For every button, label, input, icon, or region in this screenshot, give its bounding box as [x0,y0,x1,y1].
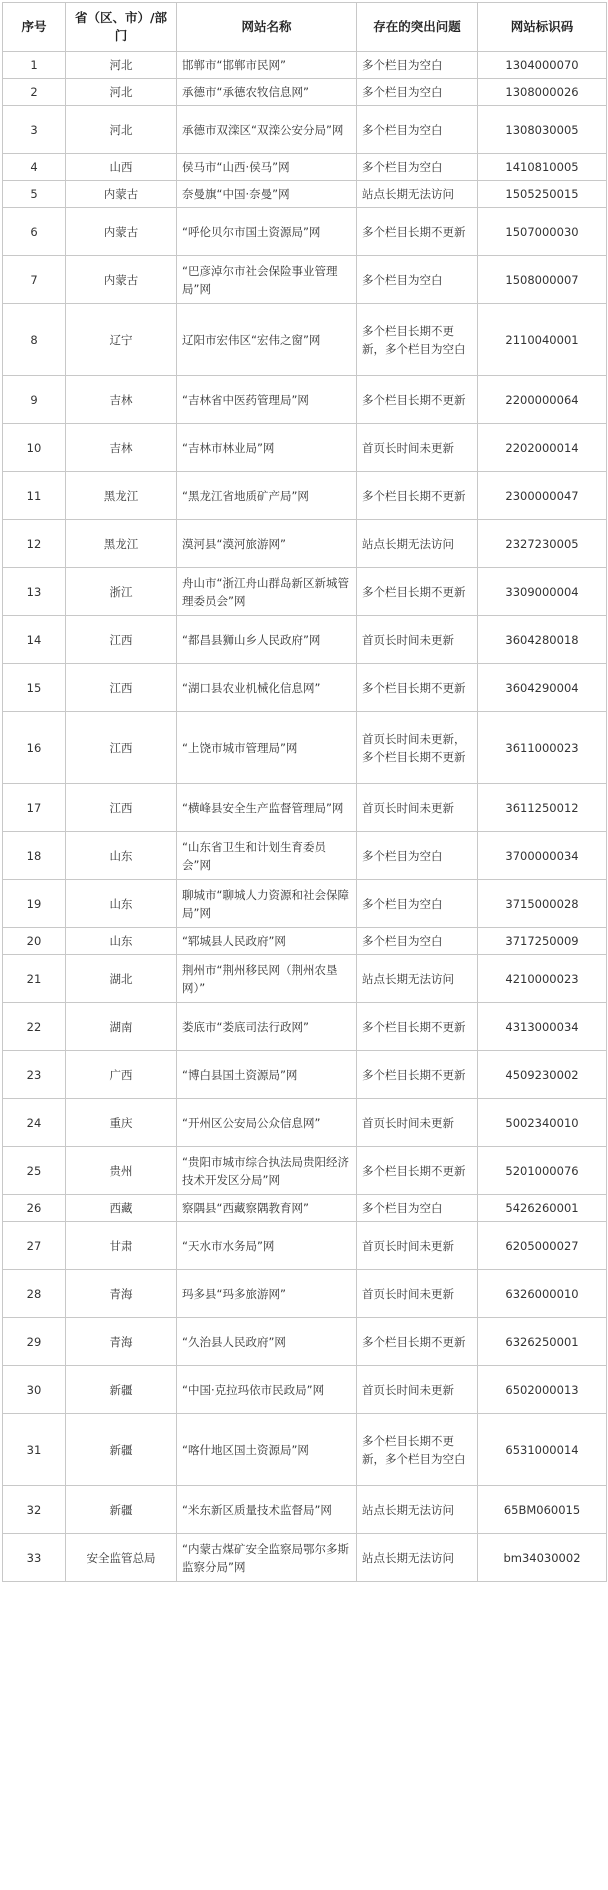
cell-seq: 31 [3,1414,66,1486]
cell-issue: 多个栏目为空白 [357,106,478,154]
header-site-name: 网站名称 [177,3,357,52]
cell-site-name: “内蒙古煤矿安全监察局鄂尔多斯监察分局”网 [177,1534,357,1582]
table-row [3,1222,607,1270]
table-row [3,106,607,154]
cell-site-name: 侯马市“山西·侯马”网 [177,154,357,181]
cell-issue: 首页长时间未更新 [357,616,478,664]
table-row [3,472,607,520]
table-row [3,568,607,616]
cell-issue: 站点长期无法访问 [357,1534,478,1582]
cell-province: 江西 [66,664,177,712]
cell-seq: 15 [3,664,66,712]
cell-province: 内蒙古 [66,256,177,304]
table-row [3,712,607,784]
cell-site-name: 察隅县“西藏察隅教育网” [177,1195,357,1222]
cell-issue: 站点长期无法访问 [357,1486,478,1534]
cell-site-name: “贵阳市城市综合执法局贵阳经济技术开发区分局”网 [177,1147,357,1195]
table-header-row [3,3,607,52]
cell-province: 吉林 [66,376,177,424]
cell-issue: 多个栏目长期不更新 [357,472,478,520]
cell-code: 3700000034 [478,832,607,880]
cell-seq: 8 [3,304,66,376]
table-row [3,1414,607,1486]
cell-site-name: “呼伦贝尔市国土资源局”网 [177,208,357,256]
cell-code: 1304000070 [478,52,607,79]
cell-seq: 6 [3,208,66,256]
table-row [3,1486,607,1534]
cell-code: 3604290004 [478,664,607,712]
cell-seq: 10 [3,424,66,472]
cell-province: 山东 [66,832,177,880]
cell-province: 辽宁 [66,304,177,376]
table-row [3,376,607,424]
cell-code: 2327230005 [478,520,607,568]
table-row [3,1099,607,1147]
cell-site-name: “中国·克拉玛依市民政局”网 [177,1366,357,1414]
table-row [3,832,607,880]
table-row [3,154,607,181]
cell-site-name: “天水市水务局”网 [177,1222,357,1270]
cell-code: 2202000014 [478,424,607,472]
cell-site-name: 辽阳市宏伟区“宏伟之窗”网 [177,304,357,376]
cell-code: 2110040001 [478,304,607,376]
cell-site-name: 奈曼旗“中国·奈曼”网 [177,181,357,208]
cell-code: 5002340010 [478,1099,607,1147]
table-row [3,1366,607,1414]
cell-issue: 多个栏目为空白 [357,1195,478,1222]
cell-seq: 14 [3,616,66,664]
cell-province: 新疆 [66,1414,177,1486]
cell-site-name: “开州区公安局公众信息网” [177,1099,357,1147]
cell-province: 重庆 [66,1099,177,1147]
cell-site-name: “喀什地区国土资源局”网 [177,1414,357,1486]
cell-seq: 23 [3,1051,66,1099]
table-row [3,208,607,256]
cell-site-name: “湖口县农业机械化信息网” [177,664,357,712]
cell-code: 1308030005 [478,106,607,154]
cell-issue: 首页长时间未更新 [357,1366,478,1414]
cell-seq: 9 [3,376,66,424]
cell-site-name: 玛多县“玛多旅游网” [177,1270,357,1318]
table-row [3,880,607,928]
cell-seq: 30 [3,1366,66,1414]
cell-code: 1507000030 [478,208,607,256]
cell-code: 6531000014 [478,1414,607,1486]
cell-issue: 多个栏目为空白 [357,880,478,928]
cell-province: 黑龙江 [66,472,177,520]
cell-province: 内蒙古 [66,208,177,256]
cell-seq: 7 [3,256,66,304]
table-row [3,1534,607,1582]
cell-code: 4509230002 [478,1051,607,1099]
table-row [3,256,607,304]
cell-seq: 32 [3,1486,66,1534]
cell-seq: 27 [3,1222,66,1270]
cell-site-name: 荆州市“荆州移民网（荆州农垦网）” [177,955,357,1003]
cell-site-name: 娄底市“娄底司法行政网” [177,1003,357,1051]
cell-issue: 多个栏目长期不更新 [357,664,478,712]
cell-seq: 21 [3,955,66,1003]
cell-province: 西藏 [66,1195,177,1222]
cell-province: 湖南 [66,1003,177,1051]
cell-province: 甘肃 [66,1222,177,1270]
cell-issue: 多个栏目长期不更新 [357,208,478,256]
cell-seq: 13 [3,568,66,616]
table-row [3,1270,607,1318]
cell-issue: 首页长时间未更新 [357,784,478,832]
cell-site-name: “米东新区质量技术监督局”网 [177,1486,357,1534]
cell-code: 3611000023 [478,712,607,784]
cell-province: 青海 [66,1318,177,1366]
table-row [3,1195,607,1222]
table-row [3,1147,607,1195]
cell-issue: 多个栏目为空白 [357,928,478,955]
cell-province: 内蒙古 [66,181,177,208]
table-row [3,424,607,472]
cell-seq: 19 [3,880,66,928]
table-row [3,664,607,712]
cell-site-name: “久治县人民政府”网 [177,1318,357,1366]
cell-province: 山东 [66,880,177,928]
cell-province: 吉林 [66,424,177,472]
cell-site-name: “吉林市林业局”网 [177,424,357,472]
cell-code: 6205000027 [478,1222,607,1270]
cell-code: 3715000028 [478,880,607,928]
cell-code: 1308000026 [478,79,607,106]
cell-province: 河北 [66,106,177,154]
cell-province: 新疆 [66,1486,177,1534]
cell-code: bm34030002 [478,1534,607,1582]
cell-code: 65BM060015 [478,1486,607,1534]
header-issue: 存在的突出问题 [357,3,478,52]
cell-issue: 首页长时间未更新，多个栏目长期不更新 [357,712,478,784]
cell-code: 6326000010 [478,1270,607,1318]
cell-issue: 多个栏目长期不更新 [357,1147,478,1195]
cell-province: 浙江 [66,568,177,616]
cell-code: 2300000047 [478,472,607,520]
cell-issue: 多个栏目为空白 [357,256,478,304]
cell-seq: 16 [3,712,66,784]
cell-site-name: 舟山市“浙江舟山群岛新区新城管理委员会”网 [177,568,357,616]
cell-site-name: “吉林省中医药管理局”网 [177,376,357,424]
table-row [3,1051,607,1099]
cell-code: 5426260001 [478,1195,607,1222]
cell-province: 广西 [66,1051,177,1099]
cell-site-name: “巴彦淖尔市社会保险事业管理局”网 [177,256,357,304]
cell-province: 河北 [66,79,177,106]
cell-code: 3611250012 [478,784,607,832]
table-row [3,784,607,832]
cell-province: 贵州 [66,1147,177,1195]
table-row [3,1003,607,1051]
cell-seq: 20 [3,928,66,955]
table-row [3,928,607,955]
cell-issue: 多个栏目为空白 [357,52,478,79]
cell-seq: 4 [3,154,66,181]
cell-seq: 26 [3,1195,66,1222]
cell-province: 江西 [66,712,177,784]
cell-seq: 5 [3,181,66,208]
cell-site-name: 漠河县“漠河旅游网” [177,520,357,568]
cell-issue: 多个栏目长期不更新 [357,1318,478,1366]
cell-province: 黑龙江 [66,520,177,568]
cell-seq: 1 [3,52,66,79]
cell-code: 6326250001 [478,1318,607,1366]
table-row [3,955,607,1003]
table-row [3,304,607,376]
cell-site-name: “山东省卫生和计划生育委员会”网 [177,832,357,880]
table-row [3,616,607,664]
cell-site-name: 承德市双滦区“双滦公安分局”网 [177,106,357,154]
header-code: 网站标识码 [478,3,607,52]
cell-issue: 多个栏目为空白 [357,154,478,181]
cell-seq: 29 [3,1318,66,1366]
cell-issue: 多个栏目长期不更新 [357,1051,478,1099]
cell-issue: 首页长时间未更新 [357,1270,478,1318]
cell-province: 湖北 [66,955,177,1003]
cell-code: 4210000023 [478,955,607,1003]
cell-issue: 多个栏目为空白 [357,832,478,880]
table-row [3,181,607,208]
cell-code: 3717250009 [478,928,607,955]
cell-seq: 11 [3,472,66,520]
cell-site-name: “黑龙江省地质矿产局”网 [177,472,357,520]
table-row [3,520,607,568]
cell-seq: 22 [3,1003,66,1051]
cell-issue: 站点长期无法访问 [357,520,478,568]
cell-code: 2200000064 [478,376,607,424]
cell-seq: 25 [3,1147,66,1195]
cell-issue: 站点长期无法访问 [357,955,478,1003]
cell-site-name: “上饶市城市管理局”网 [177,712,357,784]
cell-code: 3604280018 [478,616,607,664]
header-seq: 序号 [3,3,66,52]
cell-site-name: 承德市“承德农牧信息网” [177,79,357,106]
table-body [3,52,607,1582]
cell-issue: 站点长期无法访问 [357,181,478,208]
cell-site-name: “郓城县人民政府”网 [177,928,357,955]
cell-code: 1410810005 [478,154,607,181]
cell-seq: 3 [3,106,66,154]
cell-seq: 18 [3,832,66,880]
cell-province: 江西 [66,784,177,832]
cell-issue: 首页长时间未更新 [357,1222,478,1270]
cell-province: 新疆 [66,1366,177,1414]
cell-issue: 多个栏目为空白 [357,79,478,106]
cell-site-name: “横峰县安全生产监督管理局”网 [177,784,357,832]
cell-code: 1508000007 [478,256,607,304]
cell-site-name: “都昌县狮山乡人民政府”网 [177,616,357,664]
cell-code: 4313000034 [478,1003,607,1051]
cell-province: 安全监管总局 [66,1534,177,1582]
cell-seq: 24 [3,1099,66,1147]
cell-province: 山西 [66,154,177,181]
cell-site-name: 聊城市“聊城人力资源和社会保障局”网 [177,880,357,928]
cell-seq: 33 [3,1534,66,1582]
table-row [3,1318,607,1366]
header-province: 省（区、市）/部门 [66,3,177,52]
cell-seq: 17 [3,784,66,832]
cell-code: 1505250015 [478,181,607,208]
cell-province: 河北 [66,52,177,79]
table-row [3,52,607,79]
cell-seq: 28 [3,1270,66,1318]
cell-province: 青海 [66,1270,177,1318]
table-row [3,79,607,106]
cell-issue: 多个栏目长期不更新，多个栏目为空白 [357,304,478,376]
cell-seq: 12 [3,520,66,568]
cell-issue: 多个栏目长期不更新 [357,568,478,616]
cell-issue: 多个栏目长期不更新 [357,376,478,424]
cell-site-name: 邯郸市“邯郸市民网” [177,52,357,79]
cell-issue: 多个栏目长期不更新 [357,1003,478,1051]
cell-issue: 首页长时间未更新 [357,424,478,472]
cell-seq: 2 [3,79,66,106]
cell-issue: 首页长时间未更新 [357,1099,478,1147]
cell-province: 山东 [66,928,177,955]
website-issues-table [2,2,607,1582]
cell-code: 5201000076 [478,1147,607,1195]
cell-code: 3309000004 [478,568,607,616]
cell-site-name: “博白县国土资源局”网 [177,1051,357,1099]
cell-issue: 多个栏目长期不更新，多个栏目为空白 [357,1414,478,1486]
cell-code: 6502000013 [478,1366,607,1414]
cell-province: 江西 [66,616,177,664]
